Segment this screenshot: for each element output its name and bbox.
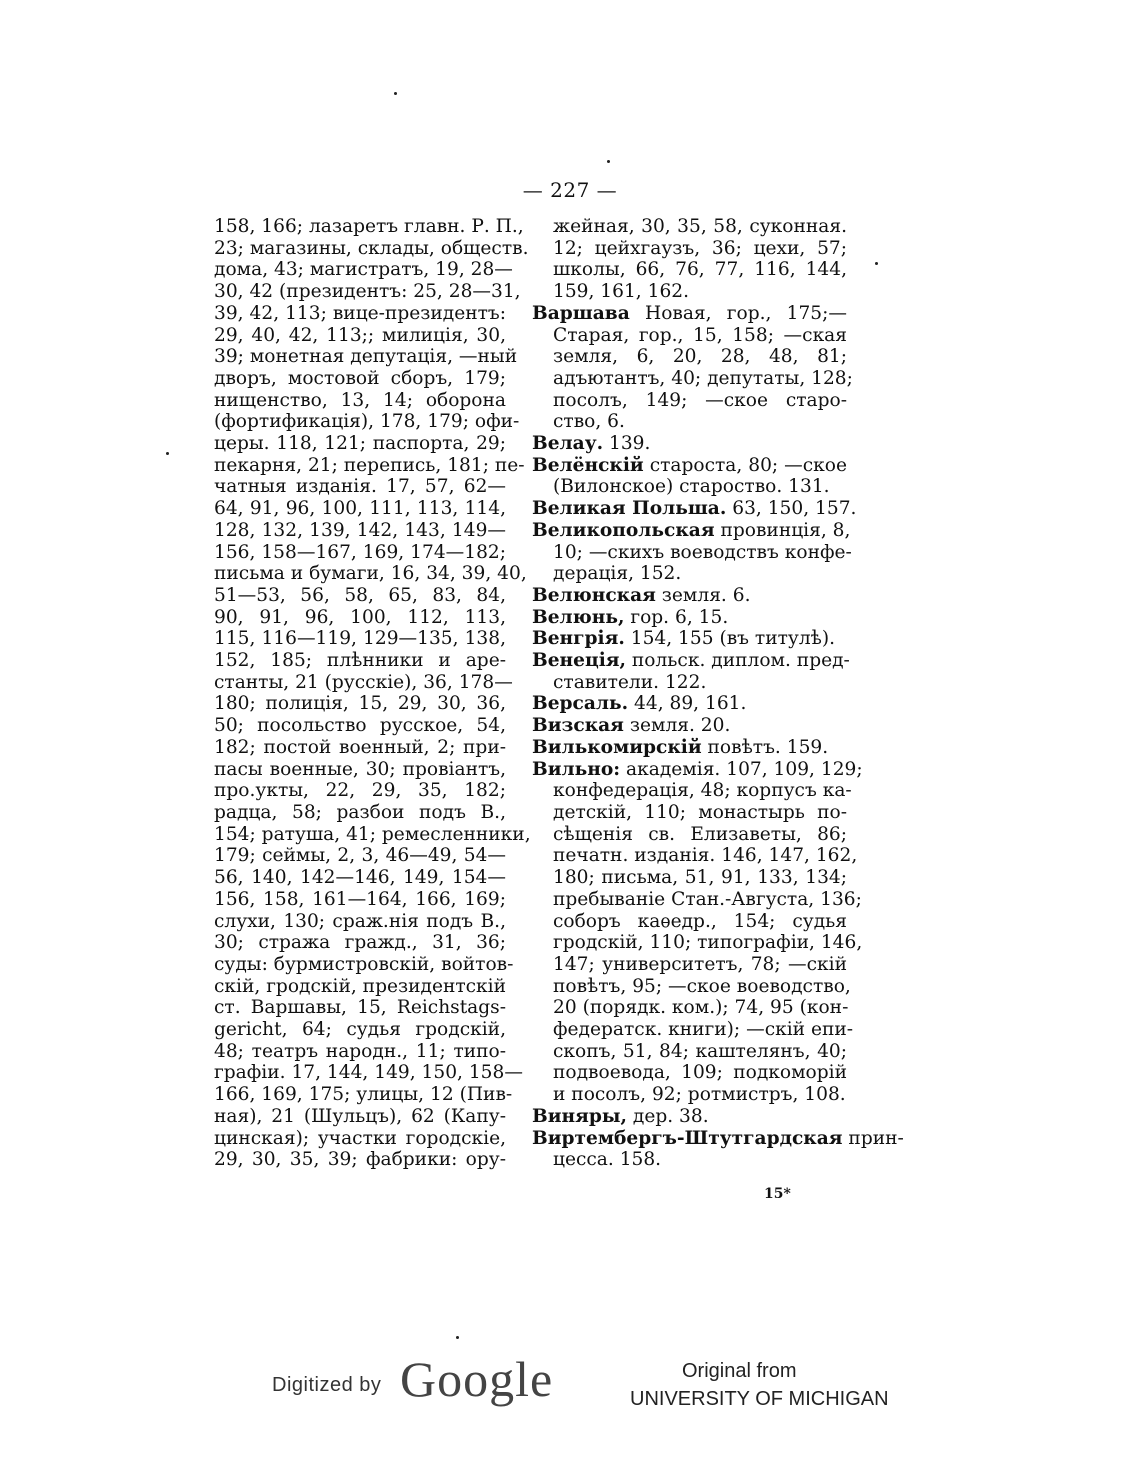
left-column-line [214,1041,506,1063]
index-heading: Вилькомирскій [532,736,702,758]
right-column-line [532,433,847,455]
index-heading: Велюнь, [532,606,625,628]
left-column-line [214,433,506,455]
right-column-line [532,758,863,781]
right-column-line [532,824,847,846]
left-column-line [214,346,518,368]
left-column-line [214,932,506,954]
index-heading: Великая Польша. [532,498,727,520]
left-column-line [214,715,506,737]
index-entry-text: 56, 140, 142—146, 149, 154— [214,867,506,889]
right-column-line [532,1127,904,1150]
index-entry-text: 64, 91, 96, 100, 111, 113, 114, [214,498,506,520]
right-column-line [532,411,847,433]
index-entry-text: повѣтъ, 95; —ское воеводство, [553,975,851,997]
right-column-line [532,541,852,564]
index-entry-text: церы. 118, 121; паспорта, 29; [214,433,506,455]
left-column-line [214,1106,506,1128]
left-column-line [214,845,506,867]
index-entry-text: 51—53, 56, 58, 65, 83, 84, [214,584,506,606]
index-entry-text: земля. 20. [623,715,731,737]
right-column-line [532,519,851,542]
index-entry-text: нищенство, 13, 14; оборона [214,389,506,411]
index-entry-text: письма и бумаги, 16, 34, 39, 40, [214,563,527,585]
index-heading: Версаль. [532,693,629,715]
right-column-line [532,325,847,347]
right-column-line [532,954,847,976]
left-column-line [214,237,529,260]
left-column-line [214,802,506,824]
index-entry-text: академія. 107, 109, 129; [620,758,863,780]
index-entry-text: сѣщенія св. Елизаветы, 86; [553,823,847,845]
left-column-line [214,1019,506,1041]
right-column-line [532,975,851,998]
index-entry-text: 156, 158, 161—164, 166, 169; [214,888,506,910]
index-entry-text: провинція, 8, [714,519,851,541]
page-number: — 227 — [522,178,618,202]
index-entry-text: 20 (порядк. ком.); 74, 95 (кон- [553,997,849,1019]
index-heading: Визская [532,715,624,737]
left-column-line [214,650,506,672]
left-column-line [214,628,506,650]
right-column-line [532,780,852,802]
index-entry-text: 158, 166; лазаретъ главн. Р. П., [214,216,524,237]
index-entry-text: 63, 150, 157. [726,498,857,520]
index-entry-text: 139. [603,433,651,455]
right-column-line [532,911,847,933]
digitized-by-label: Digitized by [272,1374,382,1396]
left-column-line [214,997,506,1019]
index-entry-text: ставители. 122. [553,671,707,693]
index-entry-text: 159, 161, 162. [553,281,690,303]
index-column-left [214,216,531,1171]
right-column-line [532,281,847,303]
right-column-line [532,367,853,390]
left-column-line [214,693,506,715]
right-column-line [532,693,847,715]
index-entry-text: цинская); участки городскіе, [214,1127,506,1149]
scan-speck [607,160,610,163]
index-entry-text: земля, 6, 20, 28, 48, 81; [553,346,847,368]
right-column-line [532,867,847,889]
index-entry-text: 39, 42, 113; вице-президентъ: [214,302,506,324]
index-entry-text: (фортификація), 178, 179; офи- [214,411,520,433]
index-entry-text: дома, 43; магистратъ, 19, 28— [214,259,513,281]
index-entry-text: дер. 38. [626,1105,709,1127]
index-entry-text: скій, гродскій, президентскій [214,975,507,997]
index-entry-text: 182; постой военный, 2; при- [214,736,506,758]
index-heading: Велёнскій [532,454,644,476]
right-column-line [532,607,847,629]
index-entry-text: 30; стража гражд., 31, 36; [214,932,506,954]
index-entry-text: 128, 132, 139, 142, 143, 149— [214,519,506,541]
right-column-line [532,1041,847,1063]
right-column-line [532,476,847,498]
left-column-line [214,303,506,325]
left-column-line [214,737,506,759]
index-entry-text: ная), 21 (Шульцъ), 62 (Капу- [214,1105,506,1127]
index-entry-text: радца, 58; разбои подъ В., [214,801,506,823]
index-entry-text: адъютантъ, 40; депутаты, 128; [553,367,853,389]
index-entry-text: 154, 155 (въ титулѣ). [624,628,836,650]
index-entry-text: ство, 6. [553,411,625,433]
index-entry-text: гор. 6, 15. [624,606,729,628]
right-column-line [532,1062,847,1084]
left-column-line [214,759,506,781]
left-column-line [214,542,506,564]
right-column-line [532,737,847,759]
index-entry-text: ст. Варшавы, 15, Reichstags- [214,997,506,1019]
right-column-line [532,455,847,477]
index-entry-text: соборъ каѳедр., 154; судья [553,910,847,932]
index-entry-text: gericht, 64; судья гродскій, [214,1019,506,1041]
scan-speck [875,262,878,265]
index-entry-text: 39; монетная депутація, —ный [214,346,518,368]
right-column-line [532,888,862,911]
index-entry-text: 10; —скихъ воеводствъ конфе- [553,541,852,563]
index-entry-text: и посолъ, 92; ротмистръ, 108. [553,1084,846,1106]
index-entry-text: станты, 21 (русскіе), 36, 178— [214,671,513,693]
index-heading: Виняры, [532,1105,627,1127]
original-from-label: Original from [682,1360,797,1382]
index-heading: Венгрія. [532,628,625,650]
index-entry-text: 50; посольство русское, 54, [214,715,506,737]
index-entry-text: повѣтъ. 159. [701,736,829,758]
left-column-line [214,867,506,889]
index-entry-text: 48; театръ народн., 11; типо- [214,1040,506,1062]
left-column-line [214,259,513,281]
index-entry-text: про.укты, 22, 29, 35, 182; [214,780,506,802]
index-entry-text: 12; цейхгаузъ, 36; цехи, 57; [553,237,847,259]
index-entry-text: пасы военные, 30; провіантъ, [214,758,506,780]
index-entry-text: 154; ратуша, 41; ремесленники, [214,823,531,845]
right-column-line [532,303,847,325]
left-column-line [214,563,527,585]
index-entry-text: пребываніе Стан.-Августа, 136; [553,888,862,910]
right-column-line [532,802,847,824]
index-entry-text: Новая, гор., 175;— [629,302,847,324]
right-column-line [532,650,850,672]
index-heading: Велау. [532,433,604,455]
right-column-line [532,1084,847,1106]
right-column-line [532,1106,847,1128]
index-entry-text: детскій, 110; монастырь по- [553,801,847,823]
index-entry-text: 179; сеймы, 2, 3, 46—49, 54— [214,845,506,867]
right-column-line [532,628,847,650]
left-column-line [214,976,506,998]
left-column-line [214,454,525,477]
index-entry-text: староста, 80; —ское [643,454,847,476]
index-entry-text: 180; полиція, 15, 29, 30, 36, [214,693,506,715]
index-entry-text: 29, 30, 35, 39; фабрики: ору- [214,1149,506,1171]
index-entry-text: печатн. изданія. 146, 147, 162, [553,845,858,867]
right-column-line [532,715,847,737]
left-column-line [214,889,506,911]
left-column-line [214,780,506,802]
index-entry-text: слухи, 130; сраж.нія подъ В., [214,910,506,932]
index-heading: Варшава [532,302,630,324]
left-column-line [214,325,506,347]
left-column-line [214,585,506,607]
index-entry-text: 44, 89, 161. [628,693,747,715]
right-column-line [532,346,847,368]
index-entry-text: 156, 158—167, 169, 174—182; [214,541,506,563]
index-entry-text: 29, 40, 42, 113;; милиція, 30, [214,324,506,346]
index-entry-text: школы, 66, 76, 77, 116, 144, [553,259,847,281]
right-column-line [532,216,847,238]
right-column-line [532,1019,854,1041]
index-heading: Вильно: [532,758,621,780]
index-heading: Великопольская [532,519,715,541]
right-column-line [532,390,847,412]
index-entry-text: подвоевода, 109; подкоморій [553,1062,847,1084]
index-entry-text: 166, 169, 175; улицы, 12 (Пив- [214,1084,513,1106]
signature-mark: 15* [764,1186,791,1202]
right-column-line [532,563,847,585]
index-entry-text: жейная, 30, 35, 58, суконная. [553,216,847,237]
right-column-line [532,997,847,1019]
index-heading: Венеція, [532,650,626,672]
index-entry-text: 30, 42 (президентъ: 25, 28—31, [214,281,521,303]
index-entry-text: 152, 185; плѣнники и аре- [214,650,506,672]
left-column-line [214,390,506,412]
index-entry-text: гродскій, 110; типографіи, 146, [553,932,863,954]
index-entry-text: польск. диплом. пред- [626,650,850,672]
left-column-line [214,1084,513,1106]
left-column-line [214,823,531,846]
left-column-line [214,520,506,542]
index-entry-text: 115, 116—119, 129—135, 138, [214,628,506,650]
index-entry-text: чатныя изданія. 17, 57, 62— [214,476,506,498]
index-entry-text: дерація, 152. [553,563,682,585]
left-column-line [214,1128,506,1150]
left-column-line [214,1062,523,1084]
right-column-line [532,672,847,694]
index-entry-text: графіи. 17, 144, 149, 150, 158— [214,1062,523,1084]
scan-speck [456,1336,459,1339]
index-entry-text: (Вилонское) староство. 131. [553,476,830,498]
left-column-line [214,671,513,694]
index-entry-text: земля. 6. [655,584,751,606]
left-column-line [214,498,506,520]
left-column-line [214,476,506,498]
left-column-line [214,1149,506,1171]
google-logo: Google [400,1351,554,1407]
left-column-line [214,953,514,976]
index-heading: Виртембергъ-Штутгардская [532,1127,843,1149]
index-heading: Велюнская [532,584,656,606]
right-column-line [532,845,858,867]
index-entry-text: цесса. 158. [553,1149,662,1171]
index-entry-text: 180; письма, 51, 91, 133, 134; [553,867,847,889]
index-entry-text: суды: бурмистровскій, войтов- [214,953,514,975]
index-entry-text: дворъ, мостовой сборъ, 179; [214,367,506,389]
scan-speck [394,92,397,95]
index-column-right [532,216,904,1171]
index-entry-text: 90, 91, 96, 100, 112, 113, [214,606,506,628]
right-column-line [532,238,847,260]
right-column-line [532,498,857,520]
index-entry-text: скопъ, 51, 84; каштелянъ, 40; [553,1040,847,1062]
index-entry-text: Старая, гор., 15, 158; —ская [553,324,847,346]
right-column-line [532,585,847,607]
scan-speck [166,452,169,455]
index-entry-text: пекарня, 21; перепись, 181; пе- [214,454,525,476]
index-entry-text: 23; магазины, склады, обществ. [214,237,529,259]
index-entry-text: 147; университетъ, 78; —скій [553,953,847,975]
left-column-line [214,911,506,933]
right-column-line [532,932,863,954]
left-column-line [214,368,506,390]
left-column-line [214,216,524,238]
university-label: UNIVERSITY OF MICHIGAN [630,1388,889,1410]
index-entry-text: конфедерація, 48; корпусъ ка- [553,780,852,802]
index-entry-text: федератск. книги); —скій епи- [553,1019,854,1041]
left-column-line [214,281,521,303]
index-entry-text: посолъ, 149; —ское старо- [553,389,847,411]
index-entry-text: прин- [842,1127,904,1149]
right-column-line [532,1149,847,1171]
left-column-line [214,411,520,433]
right-column-line [532,259,847,281]
left-column-line [214,607,506,629]
